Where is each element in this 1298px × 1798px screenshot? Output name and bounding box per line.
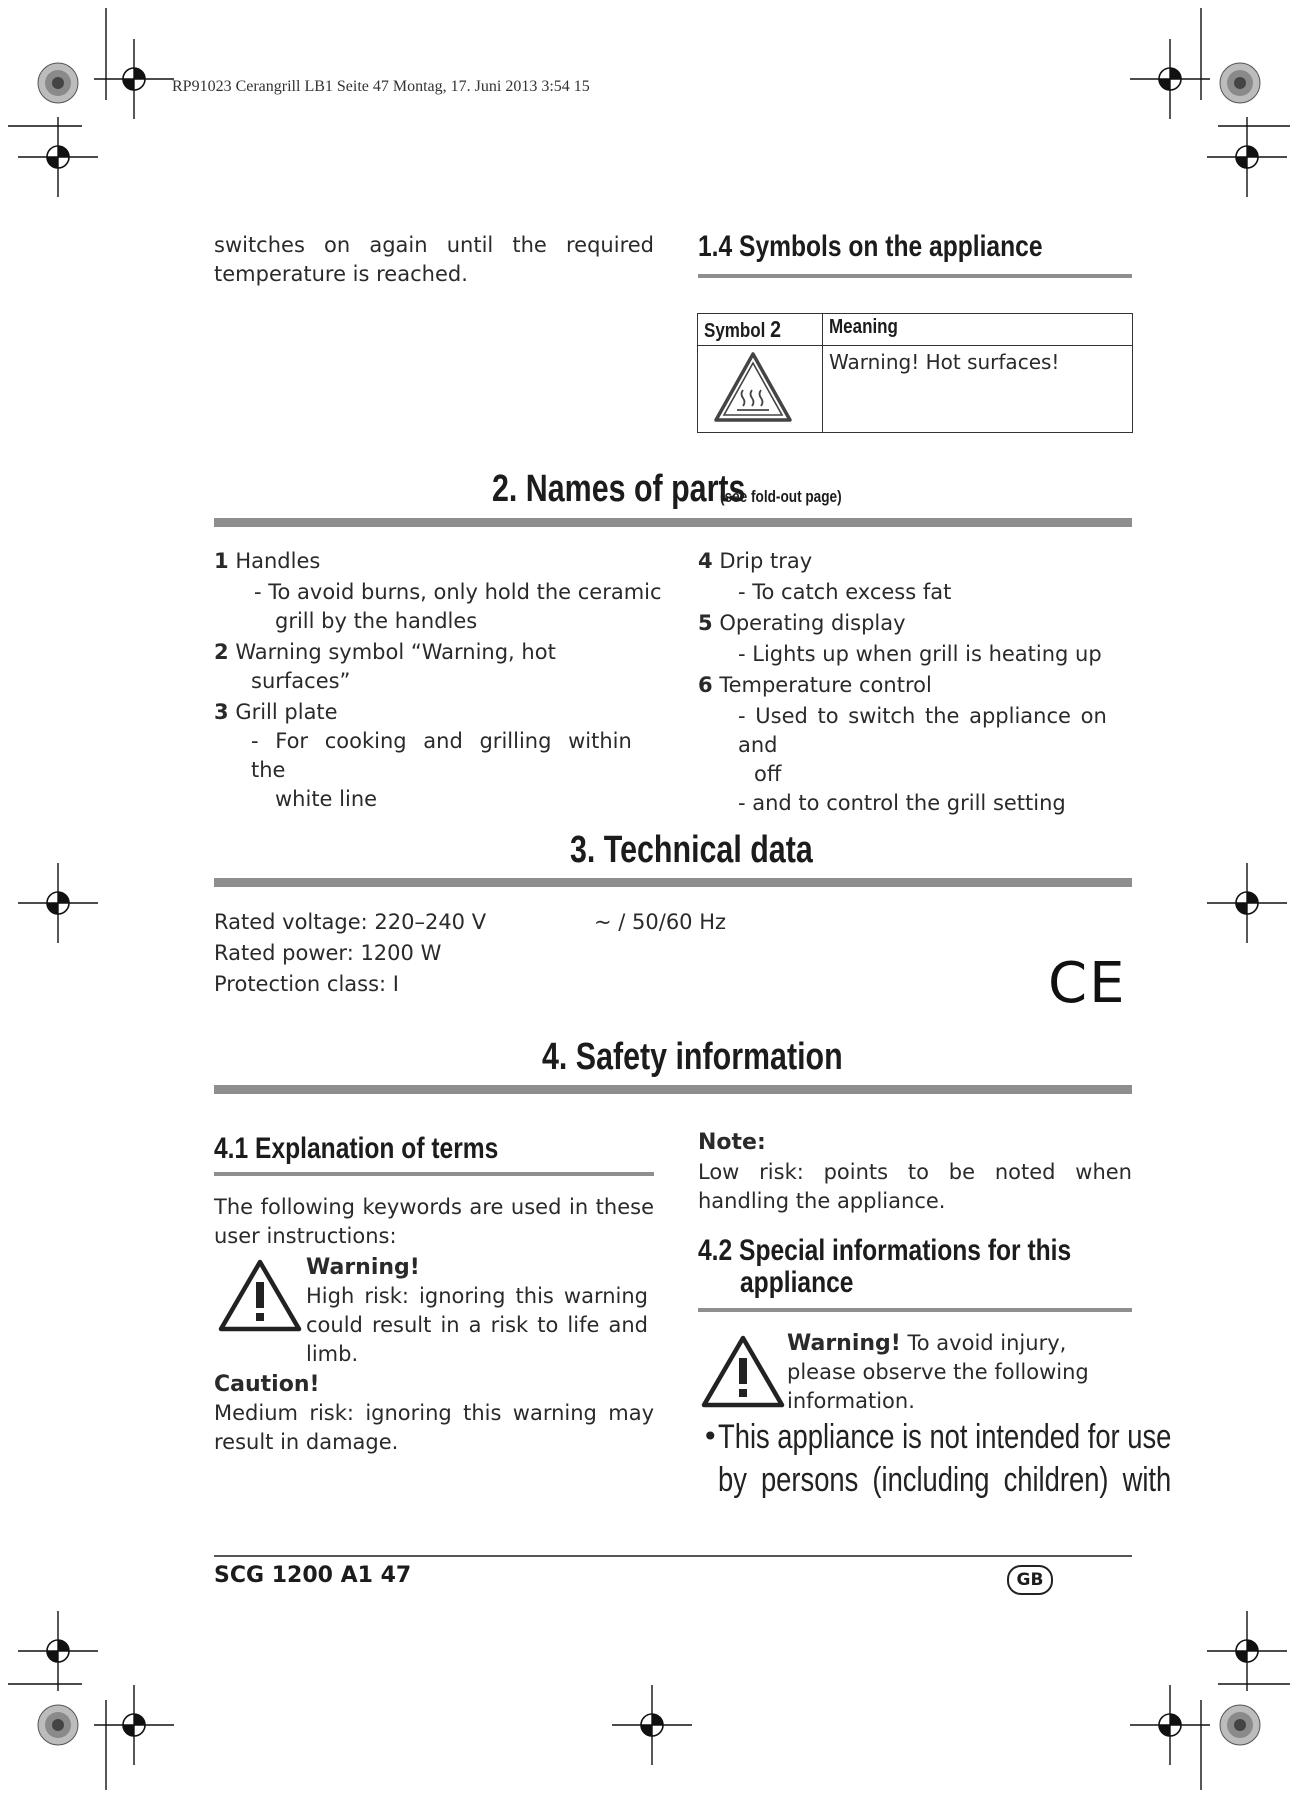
section-3-rule <box>214 878 1132 887</box>
ce-mark: CE <box>1048 951 1127 1016</box>
terms-intro: The following keywords are used in these user instructions: <box>214 1195 654 1248</box>
caution-label: Caution! <box>214 1372 320 1397</box>
part-item-6-desc: - Used to switch the appliance on and off - and to control the grill setting <box>738 704 1107 815</box>
footer-rule <box>214 1555 1132 1557</box>
part-item-4: 4 Drip tray <box>698 549 813 573</box>
parts-list-left <box>214 547 664 814</box>
bullet-line-1: This appliance is not intended for use <box>718 1418 1172 1456</box>
country-badge: GB <box>1007 1565 1053 1595</box>
part-item-2-cont: surfaces” <box>251 669 351 693</box>
symbols-table <box>697 313 1133 433</box>
table-meaning-cell: Warning! Hot surfaces! <box>823 346 1133 433</box>
part-item-5: 5 Operating display <box>698 611 906 635</box>
tech-frequency: ~ / 50/60 Hz <box>594 910 727 934</box>
note-label: Note: <box>698 1130 766 1155</box>
section-3-title: 3. Technical data <box>570 829 813 871</box>
part-item-1-desc: - To avoid burns, only hold the ceramic grill by the handles <box>254 580 662 633</box>
warning-text: High risk: ignoring this warning could result in a risk to life and limb. <box>306 1284 648 1366</box>
section-1-4-title: 1.4 Symbols on the appliance <box>698 230 1043 263</box>
tech-protection: Protection class: I <box>214 972 399 996</box>
special-warning-text: To avoid injury, please observe the following information. <box>787 1331 1089 1413</box>
tech-voltage: Rated voltage: 220–240 V <box>214 910 487 934</box>
section-2-note: (see fold-out page) <box>720 487 842 506</box>
intro-paragraph: switches on again until the required temperature is reached. <box>214 233 654 286</box>
bullet-line-2: by persons (including children) with <box>718 1461 1172 1499</box>
section-4-1-title: 4.1 Explanation of terms <box>214 1132 499 1165</box>
section-4-2-title-line1: 4.2 Special informations for this <box>698 1234 1072 1267</box>
part-item-3-desc: - For cooking and grilling within the white line <box>251 729 632 811</box>
section-2-title: 2. Names of parts <box>492 468 746 510</box>
part-item-3: 3 Grill plate <box>214 700 338 724</box>
section-4-1-rule <box>214 1172 654 1176</box>
caution-text: Medium risk: ignoring this warning may result in damage. <box>214 1401 654 1454</box>
part-item-6: 6 Temperature control <box>698 673 932 697</box>
footer-model-page: SCG 1200 A1 47 <box>214 1563 412 1588</box>
section-4-2-title-line2: appliance <box>740 1266 854 1299</box>
section-4-title: 4. Safety information <box>542 1036 843 1078</box>
parts-list-right <box>698 547 1148 818</box>
tech-power: Rated power: 1200 W <box>214 941 442 965</box>
section-1-4-rule <box>698 274 1132 278</box>
warning-triangle-icon <box>216 1256 304 1334</box>
table-header-symbol: Symbol 2 <box>698 314 823 346</box>
section-2-rule <box>214 518 1132 527</box>
print-header: RP91023 Cerangrill LB1 Seite 47 Montag, 17. Juni 2013 3:54 15 <box>172 78 590 95</box>
note-text: Low risk: points to be noted when handling the appliance. <box>698 1160 1132 1213</box>
table-header-meaning: Meaning <box>823 314 1133 346</box>
part-item-4-desc: - To catch excess fat <box>738 580 952 604</box>
bullet-icon: • <box>702 1420 719 1453</box>
warning-label: Warning! <box>306 1255 420 1280</box>
part-item-2: 2 Warning symbol “Warning, hot <box>214 640 556 664</box>
part-item-1: 1 Handles <box>214 549 321 573</box>
section-4-2-rule <box>698 1308 1132 1312</box>
warning-triangle-icon-2 <box>699 1332 787 1410</box>
special-warning <box>787 1329 1132 1416</box>
section-4-rule <box>214 1085 1132 1094</box>
hot-surface-warning-icon <box>710 348 796 426</box>
special-warning-label: Warning! <box>787 1331 901 1356</box>
table-symbol-cell <box>698 346 823 433</box>
part-item-5-desc: - Lights up when grill is heating up <box>738 642 1102 666</box>
